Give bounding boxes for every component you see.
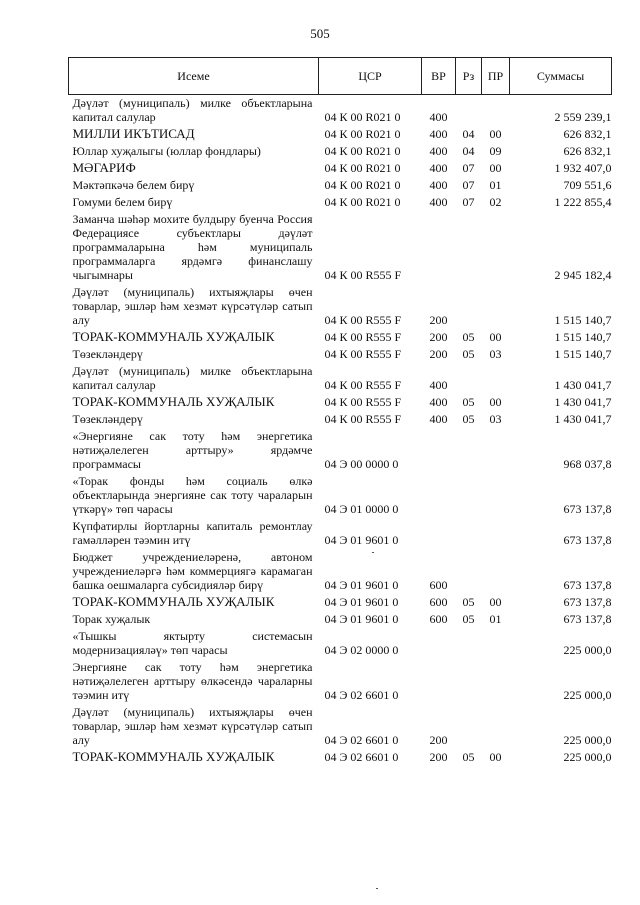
table-row [69,411,612,428]
cell-sum: 673 137,8 [563,533,612,547]
cell-sum: 1 932 407,0 [554,161,612,175]
cell-csr: 04 К 00 R555 F [324,313,402,327]
table-row [69,329,612,346]
cell-vr: 400 [429,395,448,409]
cell-rz: 05 [462,612,475,626]
cell-pr [482,704,510,749]
cell-csr: 04 К 00 R021 0 [324,144,401,158]
cell-pr [482,628,510,659]
cell-pr: 00 [489,395,502,409]
cell-name: Дәүләт (муниципаль) ихтыяҗлары өчен товарлар, эшләр һәм хезмәт күрсәтүләр сатып алу [72,285,313,327]
cell-rz: 07 [462,195,475,209]
table-row [69,594,612,611]
cell-pr: 03 [489,412,502,426]
cell-name: «Энергияне сак тоту һәм энергетика нәтиҗәлелеген арттыру» ярдәмче программасы [72,429,313,471]
table-row [69,473,612,518]
cell-csr: 04 Э 02 6601 0 [324,750,399,764]
cell-rz: 05 [462,347,475,361]
cell-vr: 200 [429,347,448,361]
cell-name: МӘГАРИФ [72,160,136,175]
cell-name: ТОРАК-КОММУНАЛЬ ХУҖАЛЫК [72,329,275,344]
cell-vr: 400 [429,378,448,392]
cell-sum: 1 430 041,7 [554,378,612,392]
cell-sum: 626 832,1 [563,144,612,158]
cell-csr: 04 К 00 R555 F [324,395,402,409]
cell-pr: 00 [489,595,502,609]
cell-csr: 04 Э 01 9601 0 [324,578,399,592]
cell-name: МИЛЛИ ИКЪТИСАД [72,126,195,141]
cell-name: Заманча шәһәр мохите булдыру буенча Россия Федерациясе субъектлары дәүләт программаларына һәм муниципаль программаларга ярдәмгә финанслашу чыгымнары [72,212,313,282]
table-row [69,95,612,127]
cell-pr [482,284,510,329]
cell-name: Күпфатирлы йортларны капиталь ремонтлау гамәлләрен тәэмин итү [72,519,313,547]
table-row [69,143,612,160]
cell-csr: 04 К 00 R555 F [324,378,402,392]
cell-rz [456,95,482,127]
cell-name: ТОРАК-КОММУНАЛЬ ХУҖАЛЫК [72,594,275,609]
cell-csr: 04 К 00 R021 0 [324,110,401,124]
cell-sum: 968 037,8 [563,457,612,471]
header-csr: ЦСР [319,58,422,95]
cell-rz: 05 [462,750,475,764]
cell-name: Юллар хуҗалыгы (юллар фондлары) [72,144,261,158]
table-row [69,549,612,594]
table-row [69,611,612,628]
cell-rz [456,363,482,394]
cell-name: Дәүләт (муниципаль) милке объектларына капитал салулар [72,96,313,124]
cell-rz [456,704,482,749]
cell-csr: 04 К 00 R555 F [324,347,402,361]
table-row [69,394,612,411]
cell-vr [422,628,456,659]
cell-csr: 04 Э 01 9601 0 [324,595,399,609]
cell-csr: 04 Э 01 0000 0 [324,502,399,516]
table-row [69,749,612,766]
cell-pr: 02 [489,195,502,209]
header-sum: Суммасы [510,58,612,95]
cell-name: Дәүләт (муниципаль) милке объектларына капитал салулар [72,364,313,392]
table-row [69,704,612,749]
cell-sum: 225 000,0 [563,750,612,764]
cell-pr: 09 [489,144,502,158]
cell-pr: 03 [489,347,502,361]
cell-pr [482,95,510,127]
cell-rz: 05 [462,330,475,344]
cell-sum: 1 515 140,7 [554,347,612,361]
cell-sum: 2 559 239,1 [554,110,612,124]
cell-name: «Торак фонды һәм социаль өлкә объектларында энергияне сак тоту чараларын үткәрү» төп чарасы [72,474,313,516]
cell-csr: 04 К 00 R555 F [324,268,402,282]
cell-name: Төзекләндерү [72,412,143,426]
table-row [69,659,612,704]
cell-vr: 400 [429,161,448,175]
cell-name: Төзекләндерү [72,347,143,361]
cell-rz [456,284,482,329]
table-row [69,126,612,143]
cell-sum: 673 137,8 [563,502,612,516]
cell-name: Бюджет учреждениеләренә, автоном учреждениеләргә һәм коммерциягә карамаган башка оешмаларга субсидияләр бирү [72,550,313,592]
cell-name: Дәүләт (муниципаль) ихтыяҗлары өчен товарлар, эшләр һәм хезмәт күрсәтүләр сатып алу [72,705,313,747]
table-row [69,160,612,177]
scan-speck [376,888,378,889]
cell-vr: 400 [429,127,448,141]
cell-rz: 05 [462,412,475,426]
page-number: 505 [310,26,330,41]
cell-rz: 04 [462,144,475,158]
cell-pr: 00 [489,127,502,141]
cell-vr: 400 [429,195,448,209]
header-pr: ПР [482,58,510,95]
cell-pr [482,473,510,518]
cell-rz: 05 [462,395,475,409]
cell-vr [422,428,456,473]
table-row [69,346,612,363]
table-row [69,284,612,329]
header-name: Исеме [69,58,319,95]
table-row [69,628,612,659]
cell-name: Мәктәпкәчә белем бирү [72,178,195,192]
cell-rz [456,518,482,549]
cell-csr: 04 К 00 R021 0 [324,161,401,175]
cell-name: Торак хуҗалык [72,612,151,626]
budget-table [68,57,612,766]
cell-vr [422,518,456,549]
cell-pr: 01 [489,612,502,626]
cell-sum: 1 222 855,4 [554,195,612,209]
cell-rz [456,473,482,518]
cell-name: Энергияне сак тоту һәм энергетика нәтиҗәлелеген арттыру өлкәсендә чараларны тәэмин итү [72,660,313,702]
cell-csr: 04 К 00 R555 F [324,412,402,426]
cell-sum: 1 430 041,7 [554,395,612,409]
cell-name: «Тышкы яктырту системасын модернизацияләү» төп чарасы [72,629,313,657]
cell-rz [456,428,482,473]
header-rz: Рз [456,58,482,95]
header-vr: ВР [422,58,456,95]
cell-rz [456,549,482,594]
cell-vr [422,211,456,284]
cell-sum: 2 945 182,4 [554,268,612,282]
cell-sum: 225 000,0 [563,688,612,702]
cell-sum: 626 832,1 [563,127,612,141]
cell-rz: 05 [462,595,475,609]
cell-pr: 00 [489,750,502,764]
table-row [69,518,612,549]
cell-csr: 04 Э 01 9601 0 [324,612,399,626]
cell-pr: 00 [489,161,502,175]
cell-sum: 673 137,8 [563,612,612,626]
cell-sum: 225 000,0 [563,643,612,657]
cell-name: ТОРАК-КОММУНАЛЬ ХУҖАЛЫК [72,394,275,409]
cell-csr: 04 Э 02 0000 0 [324,643,399,657]
cell-rz: 04 [462,127,475,141]
cell-pr [482,363,510,394]
cell-vr: 200 [429,733,448,747]
cell-rz [456,659,482,704]
cell-csr: 04 К 00 R021 0 [324,178,401,192]
cell-pr: 01 [489,178,502,192]
cell-sum: 1 430 041,7 [554,412,612,426]
cell-rz [456,211,482,284]
cell-vr: 400 [429,412,448,426]
cell-sum: 1 515 140,7 [554,313,612,327]
table-body [69,95,612,767]
cell-sum: 1 515 140,7 [554,330,612,344]
cell-rz: 07 [462,178,475,192]
cell-pr [482,549,510,594]
cell-vr: 400 [429,144,448,158]
table-header [69,58,612,95]
cell-csr: 04 Э 01 9601 0 [324,533,399,547]
cell-csr: 04 К 00 R555 F [324,330,402,344]
cell-name: ТОРАК-КОММУНАЛЬ ХУҖАЛЫК [72,749,275,764]
cell-pr [482,518,510,549]
cell-csr: 04 Э 02 6601 0 [324,733,399,747]
cell-vr [422,473,456,518]
cell-vr: 600 [429,595,448,609]
cell-pr [482,428,510,473]
scan-speck [372,552,374,553]
cell-vr: 400 [429,178,448,192]
cell-csr: 04 К 00 R021 0 [324,195,401,209]
cell-pr [482,659,510,704]
cell-csr: 04 К 00 R021 0 [324,127,401,141]
cell-csr: 04 Э 00 0000 0 [324,457,399,471]
table-row [69,211,612,284]
cell-vr: 600 [429,612,448,626]
cell-sum: 709 551,6 [563,178,612,192]
cell-rz [456,628,482,659]
table-row [69,177,612,194]
cell-vr: 600 [429,578,448,592]
cell-vr: 400 [429,110,448,124]
cell-pr: 00 [489,330,502,344]
cell-sum: 225 000,0 [563,733,612,747]
table-row [69,194,612,211]
cell-rz: 07 [462,161,475,175]
cell-vr: 200 [429,750,448,764]
cell-name: Гомуми белем бирү [72,195,173,209]
cell-sum: 673 137,8 [563,578,612,592]
cell-vr [422,659,456,704]
table-row [69,363,612,394]
cell-sum: 673 137,8 [563,595,612,609]
table-row [69,428,612,473]
cell-pr [482,211,510,284]
cell-vr: 200 [429,313,448,327]
cell-vr: 200 [429,330,448,344]
cell-csr: 04 Э 02 6601 0 [324,688,399,702]
